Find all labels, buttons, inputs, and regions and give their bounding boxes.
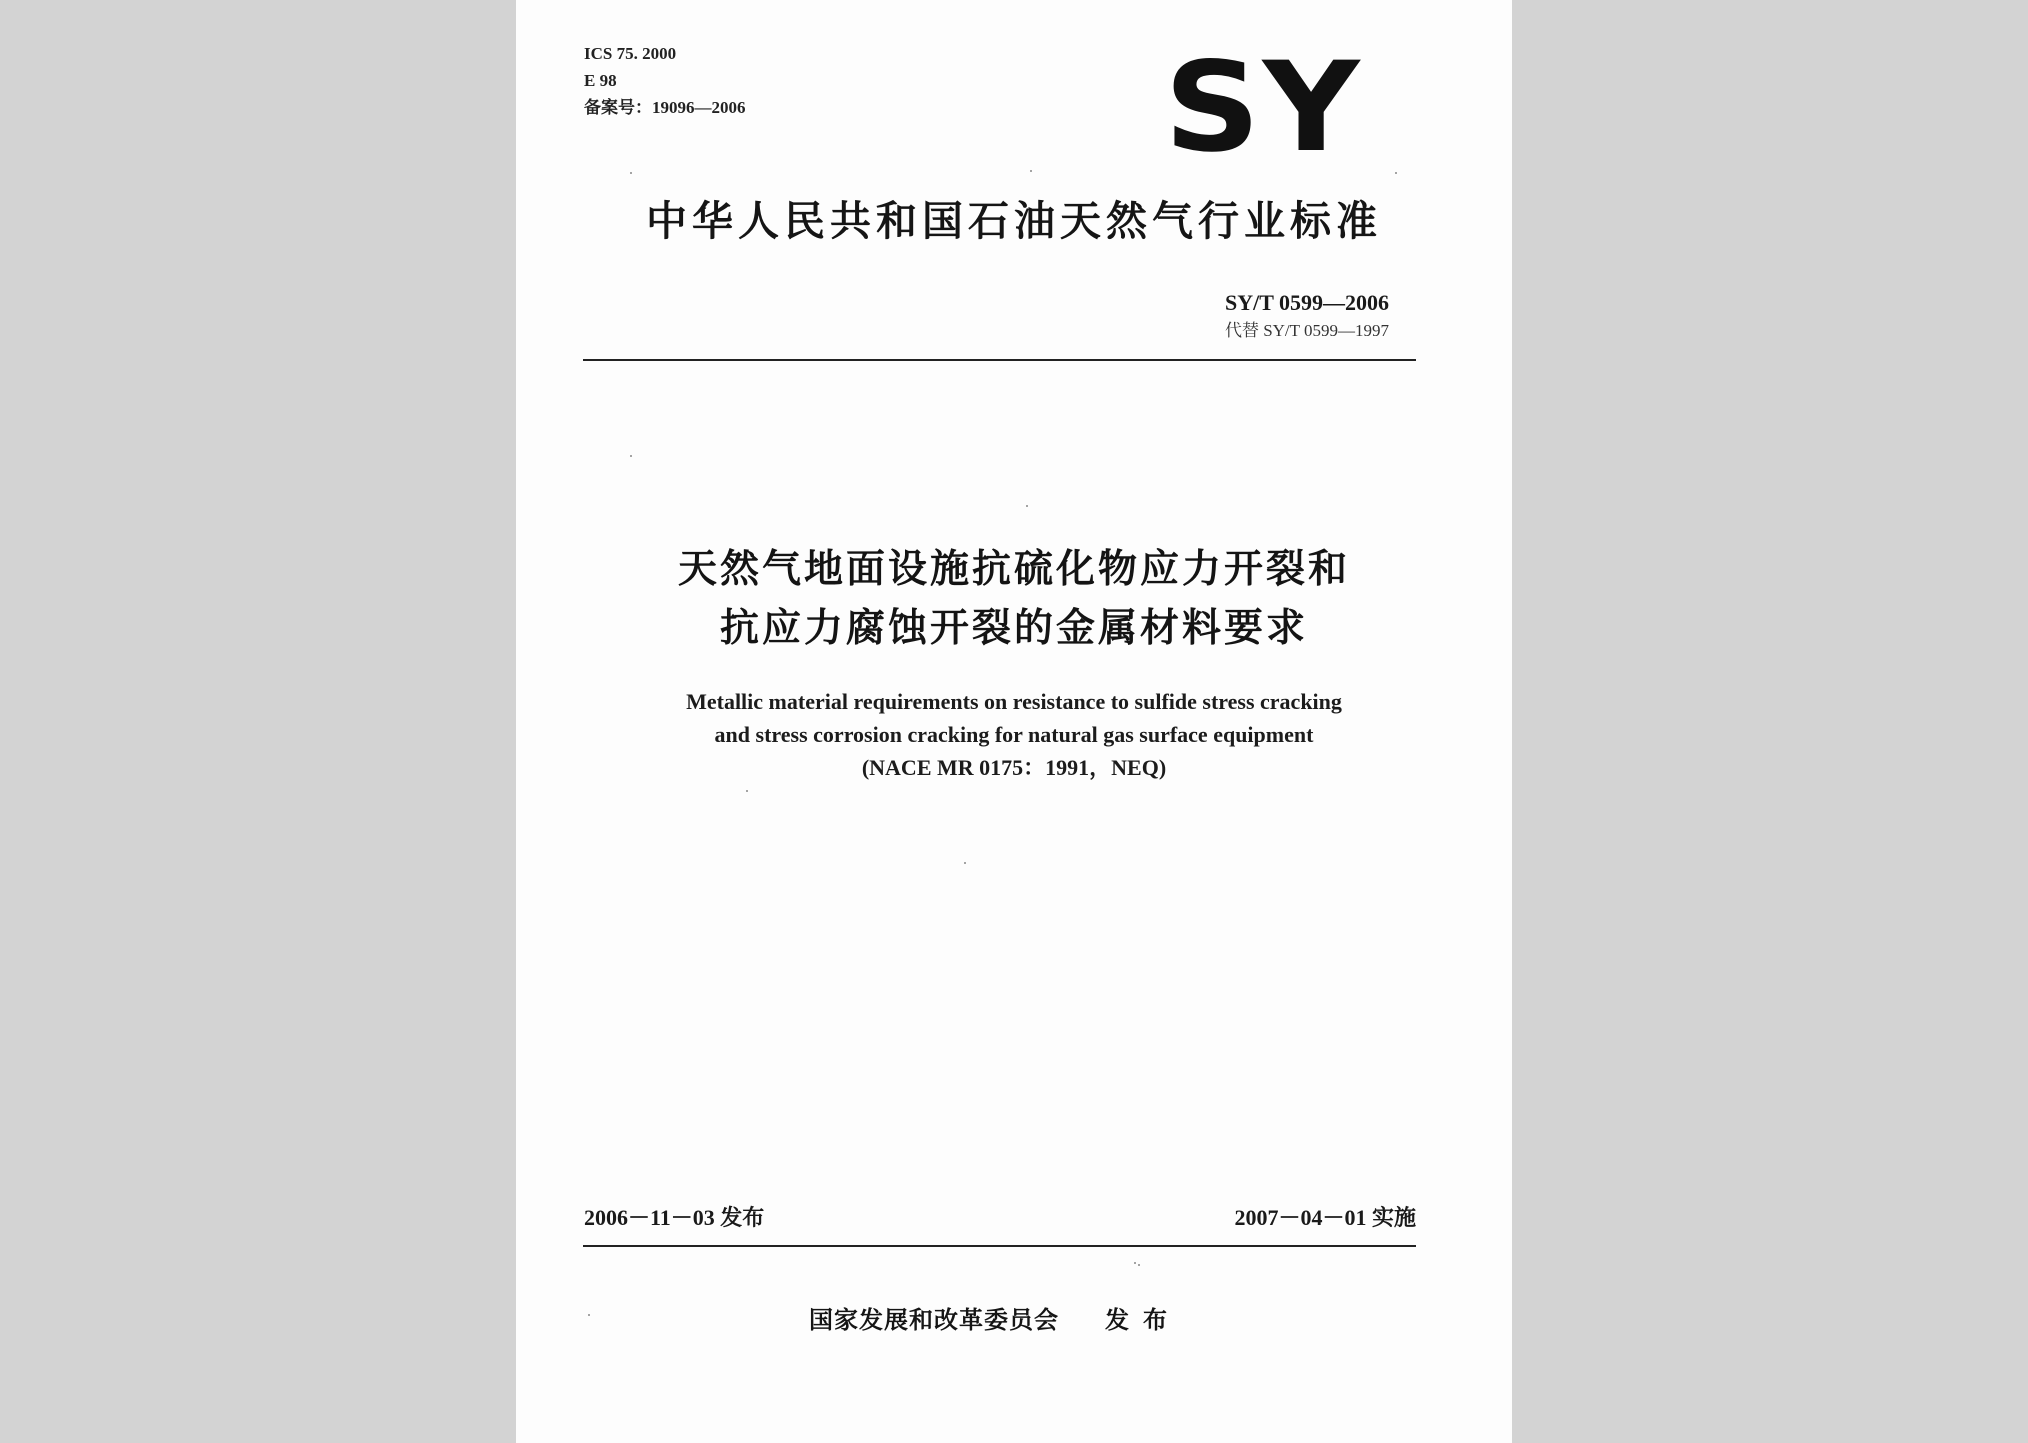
class-code: E 98 <box>584 71 617 90</box>
replaces-standard: 代替 SY/T 0599—1997 <box>1224 321 1389 340</box>
issuer-title: 中华人民共和国石油天然气行业标准 <box>646 197 1382 245</box>
ics-code: ICS 75. 2000 <box>584 44 677 63</box>
scan-speck <box>1030 170 1032 172</box>
scan-speck <box>964 862 966 864</box>
scan-speck <box>1395 172 1397 174</box>
bottom-divider <box>583 1245 1416 1247</box>
standard-code: SY/T 0599—2006 <box>1224 290 1389 315</box>
scan-speck <box>588 1314 590 1316</box>
english-title <box>516 685 1512 784</box>
classification-block <box>584 40 746 121</box>
scan-speck <box>746 790 748 792</box>
scan-speck <box>1026 505 1028 507</box>
publisher-name: 国家发展和改革委员会 <box>809 1306 1059 1334</box>
scan-speck <box>1134 1262 1136 1264</box>
top-divider <box>583 359 1416 361</box>
english-title-line-3: (NACE MR 0175：1991，NEQ) <box>861 755 1167 780</box>
scan-speck <box>630 172 632 174</box>
chinese-title-line-2: 抗应力腐蚀开裂的金属材料要求 <box>719 606 1308 651</box>
chinese-title <box>516 540 1512 658</box>
english-title-line-1: Metallic material requirements on resistance to sulfide stress cracking <box>686 689 1342 714</box>
issue-date: 2006－11－03 发布 <box>584 1205 765 1230</box>
scan-speck <box>630 455 632 457</box>
document-page <box>516 0 1512 1443</box>
standard-number-block <box>1225 288 1389 344</box>
sy-logo: SY <box>1164 36 1362 180</box>
chinese-title-line-1: 天然气地面设施抗硫化物应力开裂和 <box>677 547 1350 592</box>
filing-number: 备案号：19096—2006 <box>584 98 746 117</box>
scan-speck <box>1138 1264 1140 1266</box>
english-title-line-2: and stress corrosion cracking for natural gas surface equipment <box>714 722 1314 747</box>
publisher-verb: 发布 <box>1105 1306 1181 1334</box>
publisher-line <box>809 1300 1181 1335</box>
implementation-date: 2007－04－01 实施 <box>1234 1205 1416 1230</box>
